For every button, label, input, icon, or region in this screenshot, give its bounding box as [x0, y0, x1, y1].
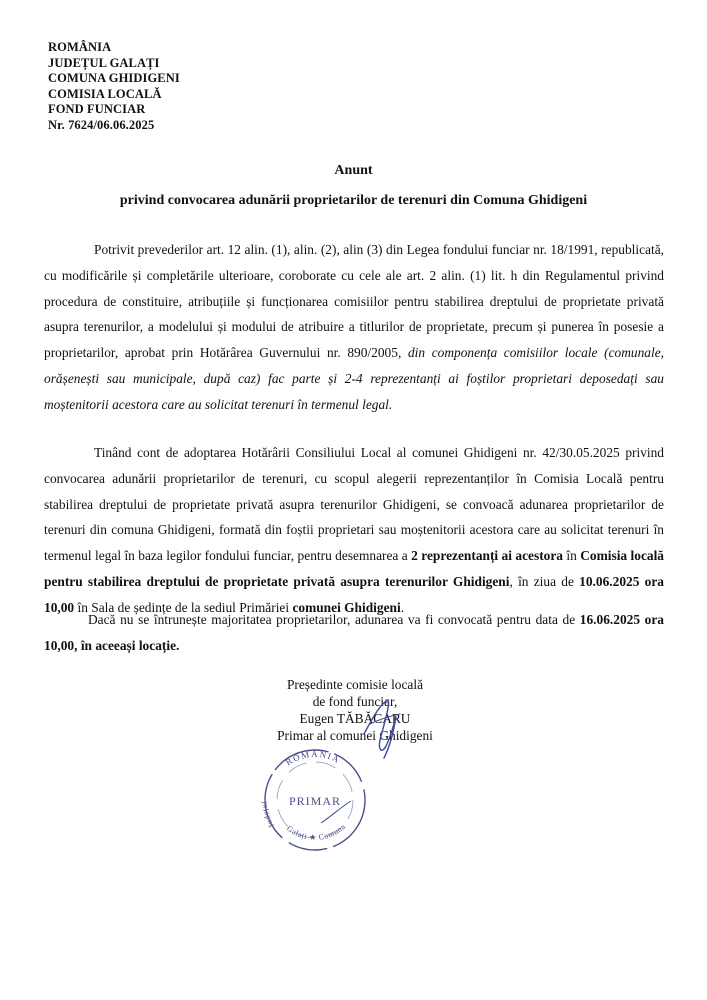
signature-title: Primar al comunei Ghidigeni: [277, 728, 433, 743]
header-line-commission: COMISIA LOCALĂ: [48, 86, 162, 101]
paragraph2-text4: în Sala de ședințe de la sediul Primăriei: [74, 599, 293, 615]
paragraph2-bold4: comunei Ghidigeni: [292, 599, 401, 615]
paragraph2-bold1: 2 reprezentanți ai acestora: [411, 548, 563, 564]
paragraph2-text1: Tinând cont de adoptarea Hotărârii Consiliului Local al comunei Ghidigeni nr. 42/30.05.2025 privind convocarea adunării proprietarilor de terenuri, cu scopul alegerii reprezentanților în Comisia Locală pentru stabilirea dreptului de proprietate privată asupra terenurilor Ghidigeni, se convoacă adunarea proprietarilor de terenuri din comuna Ghidigeni, formată din foștii proprietari sau moștenitorii acestora care au solicitat terenuri în termenul legal în baza legilor fondului funciar, pentru desemnarea a: [44, 445, 664, 564]
paragraph2-bold3: 10.06.2025 ora 10,00: [44, 573, 664, 615]
paragraph2-text2: în: [562, 548, 581, 564]
paragraph2-text5: .: [400, 599, 405, 615]
official-stamp: [255, 745, 375, 855]
paragraph2-bold2: Comisia locală pentru stabilirea dreptului de proprietate privată asupra terenurilor Ghidigeni: [44, 548, 665, 589]
header-line-county: JUDEȚUL GALAȚI: [48, 55, 160, 70]
stamp-center-text: PRIMAR: [288, 794, 342, 808]
document-subtitle: privind convocarea adunării proprietarilor de terenuri din Comuna Ghidigeni: [119, 193, 588, 208]
document-header: [48, 40, 180, 133]
signature-name: Eugen TĂBĂCARU: [299, 711, 411, 726]
header-line-number: Nr. 7624/06.06.2025: [48, 117, 155, 132]
paragraph-fallback-date: [44, 607, 664, 659]
paragraph3-bold: 16.06.2025 ora 10,00, în aceeași locație.: [44, 612, 664, 653]
header-line-country: ROMÂNIA: [48, 40, 112, 54]
paragraph1-text: Potrivit prevederilor art. 12 alin. (1), alin. (2), alin (3) din Legea fondului funciar nr. 18/1991, republicată, cu modificările și completările ulterioare, coroborate cu cele ale art. 2 alin. (1) lit. h din Regulamentul privind procedura de constituire, atribuțiile și funcționarea comisiilor pentru stabilirea dreptului de proprietate privată asupra terenurilor, a modelului și modului de atribuire a titlurilor de proprietate, precum și punerea în posesie a proprietarilor, aprobat prin Hotărârea Guvernului nr. 890/2005,: [44, 242, 664, 361]
document-title: Anunt: [334, 163, 373, 178]
signature-fund: de fond funciar,: [312, 694, 398, 709]
paragraph2-text3: , în ziua de: [509, 573, 580, 589]
stamp-left-text: Județul: [259, 800, 276, 830]
paragraph-legal-basis: [44, 237, 664, 418]
header-line-commune: COMUNA GHIDIGENI: [48, 71, 180, 85]
stamp-top-text: ROMÂNIA: [283, 749, 343, 768]
paragraph-convocation: [44, 440, 664, 621]
signature-role: Președinte comisie locală: [286, 677, 424, 692]
paragraph1-italic: din componența comisiilor locale (comunale, orășenești sau municipale, după caz) fac parte și 2-4 reprezentanți ai foștilor proprietari deposedați sau moștenitorii acestora care au solicitat terenuri în termenul legal.: [44, 345, 664, 412]
header-line-fund: FOND FUNCIAR: [48, 102, 146, 116]
stamp-bottom-text: Galați ★ Comuna: [285, 822, 348, 843]
paragraph3-text: Dacă nu se întrunește majoritatea proprietarilor, adunarea va fi convocată pentru data de: [88, 612, 580, 627]
